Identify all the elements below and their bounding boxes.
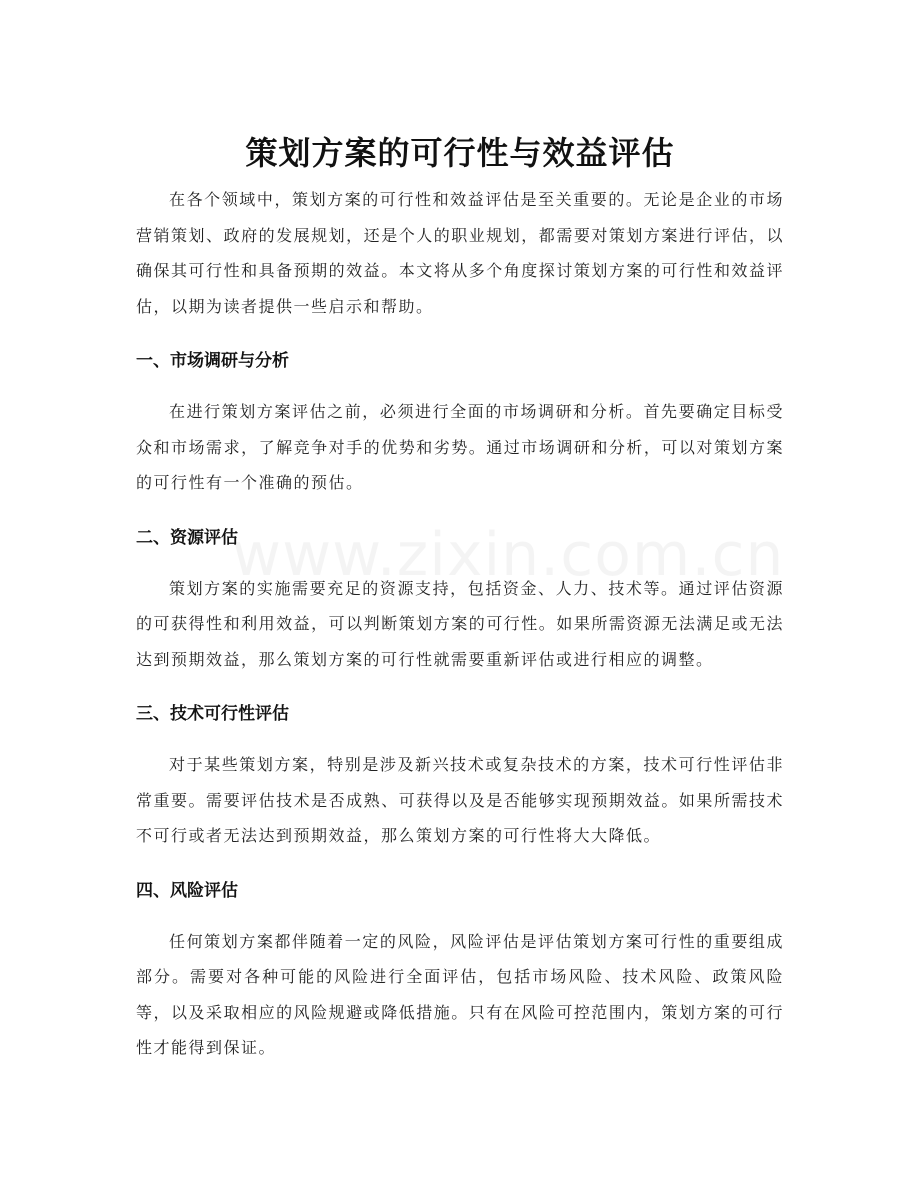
document-title: 策划方案的可行性与效益评估	[245, 134, 675, 173]
section-body-market: 在进行策划方案评估之前，必须进行全面的市场调研和分析。首先要确定目标受众和市场需求，了解竞争对手的优势和劣势。通过市场调研和分析，可以对策划方案的可行性有一个准确的预估。	[136, 402, 784, 492]
section-body-risk: 任何策划方案都伴随着一定的风险，风险评估是评估策划方案可行性的重要组成部分。需要对各种可能的风险进行全面评估，包括市场风险、技术风险、政策风险等，以及采取相应的风险规避或降低措施。只有在风险可控范围内，策划方案的可行性才能得到保证。	[136, 931, 784, 1057]
section-heading-resources: 二、资源评估	[136, 527, 238, 548]
intro-paragraph: 在各个领域中，策划方案的可行性和效益评估是至关重要的。无论是企业的市场营销策划、政府的发展规划，还是个人的职业规划，都需要对策划方案进行评估，以确保其可行性和具备预期的效益。本文将从多个角度探讨策划方案的可行性和效益评估，以期为读者提供一些启示和帮助。	[136, 190, 784, 316]
section-heading-market: 一、市场调研与分析	[136, 351, 289, 371]
section-heading-risk: 四、风险评估	[136, 880, 238, 901]
section-body-resources: 策划方案的实施需要充足的资源支持，包括资金、人力、技术等。通过评估资源的可获得性和利用效益，可以判断策划方案的可行性。如果所需资源无法满足或无法达到预期效益，那么策划方案的可行性就需要重新评估或进行相应的调整。	[136, 578, 784, 669]
section-body-technology: 对于某些策划方案，特别是涉及新兴技术或复杂技术的方案，技术可行性评估非常重要。需要评估技术是否成熟、可获得以及是否能够实现预期效益。如果所需技术不可行或者无法达到预期效益，那么策划方案的可行性将大大降低。	[136, 755, 784, 845]
document-body	[136, 182, 784, 1066]
section-heading-technology: 三、技术可行性评估	[136, 704, 289, 724]
